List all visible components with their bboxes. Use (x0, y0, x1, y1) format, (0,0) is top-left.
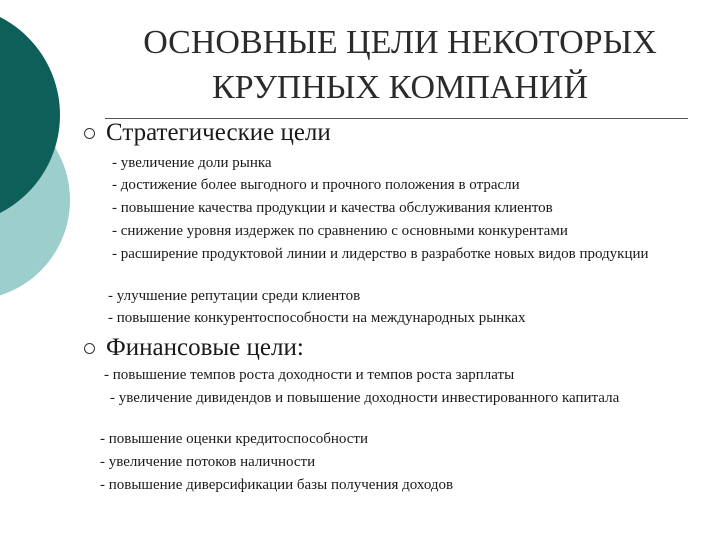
list-item: - снижение уровня издержек по сравнению с основными конкурентами (112, 223, 568, 239)
list-item: - повышение темпов роста доходности и темпов роста зарплаты (104, 367, 515, 383)
list-item: - увеличение дивидендов и повышение доходности инвестированного капитала (110, 390, 620, 406)
list-item: - повышение конкурентоспособности на международных рынках (108, 310, 526, 326)
list-item: - увеличение доли рынка (112, 155, 272, 171)
list-item: - расширение продуктовой линии и лидерство в разработке новых видов продукции (112, 246, 649, 262)
decor-light-circle (0, 100, 70, 300)
list-item: - достижение более выгодного и прочного положения в отрасли (112, 177, 520, 193)
circle-bullet-icon (84, 343, 95, 354)
title-line-2: КРУПНЫХ КОМПАНИЙ (211, 69, 588, 106)
page-title (110, 20, 690, 110)
list-item: - улучшение репутации среди клиентов (108, 288, 361, 304)
section-heading-strategic: Стратегические цели (106, 119, 331, 146)
decor-dark-circle (0, 5, 60, 225)
circle-bullet-icon (84, 128, 95, 139)
decorative-circles (0, 0, 110, 300)
list-item: - увеличение потоков наличности (100, 454, 316, 470)
section-heading-financial: Финансовые цели: (106, 334, 304, 361)
list-item: - повышение качества продукции и качества обслуживания клиентов (112, 200, 553, 216)
list-item: - повышение оценки кредитоспособности (100, 431, 369, 447)
title-line-1: ОСНОВНЫЕ ЦЕЛИ НЕКОТОРЫХ (143, 24, 657, 61)
list-item: - повышение диверсификации базы получения доходов (100, 477, 454, 493)
